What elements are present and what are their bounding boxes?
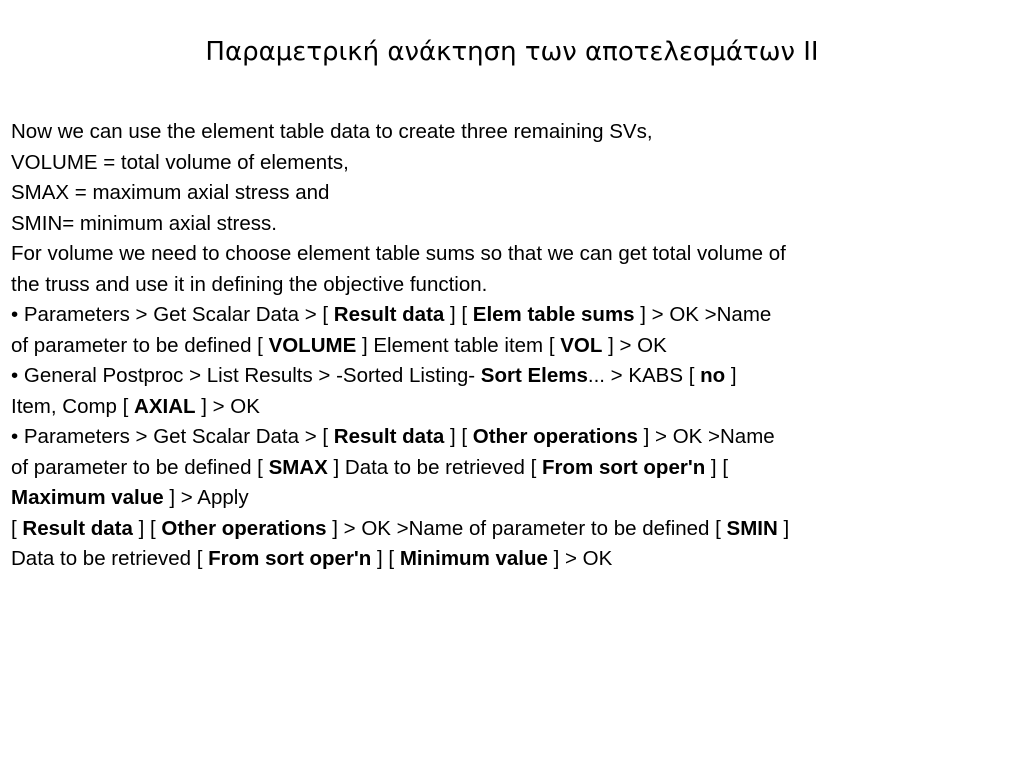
bold-term: Minimum value bbox=[399, 547, 548, 570]
text-segment: of parameter to be defined [ bbox=[11, 333, 269, 357]
text-segment: [ bbox=[11, 516, 23, 540]
body-line bbox=[11, 514, 1011, 545]
body-line bbox=[11, 148, 1011, 179]
bold-term: VOLUME bbox=[268, 333, 357, 357]
bold-term: SMIN bbox=[726, 516, 778, 540]
text-segment: • Parameters > Get Scalar Data > [ bbox=[11, 425, 334, 448]
bold-term: VOL bbox=[560, 333, 603, 357]
text-segment: of parameter to be defined [ bbox=[11, 455, 269, 479]
bold-term: AXIAL bbox=[134, 394, 196, 418]
body-line bbox=[11, 544, 1011, 575]
text-segment: VOLUME = total volume of elements, bbox=[11, 150, 349, 174]
bold-term: SMAX bbox=[268, 455, 328, 479]
bold-term: From sort oper'n bbox=[208, 547, 372, 570]
body-line bbox=[11, 453, 1011, 484]
body-line bbox=[11, 209, 1011, 240]
body-line bbox=[11, 239, 1011, 270]
bold-term: Result data bbox=[22, 516, 133, 540]
slide-body bbox=[11, 117, 1011, 575]
text-segment: ] [ bbox=[371, 547, 400, 570]
body-line bbox=[11, 361, 1011, 392]
bold-term: Other operations bbox=[472, 425, 638, 448]
text-segment: ] Data to be retrieved [ bbox=[327, 455, 543, 479]
text-segment: For volume we need to choose element table sums so that we can get total volume of bbox=[11, 242, 786, 265]
text-segment: ] [ bbox=[705, 455, 729, 479]
body-line bbox=[11, 422, 1011, 453]
text-segment: SMAX = maximum axial stress and bbox=[11, 181, 330, 204]
slide-title: Παραμετρική ανάκτηση των αποτελεσμάτων ΙΙ bbox=[205, 37, 819, 67]
text-segment: ... > KABS [ bbox=[587, 364, 701, 387]
body-line bbox=[11, 331, 1011, 362]
text-segment: ] > OK bbox=[195, 394, 260, 418]
bold-term: Result data bbox=[333, 303, 445, 326]
body-line bbox=[11, 178, 1011, 209]
bold-term: Elem table sums bbox=[472, 303, 635, 326]
text-segment: Now we can use the element table data to create three remaining SVs, bbox=[11, 120, 653, 143]
text-segment: ] > OK >Name bbox=[637, 425, 775, 448]
text-segment: ] Element table item [ bbox=[356, 333, 561, 357]
text-segment: ] [ bbox=[444, 303, 473, 326]
text-segment: ] > Apply bbox=[163, 486, 249, 509]
body-line bbox=[11, 300, 1011, 331]
bold-term: Other operations bbox=[161, 516, 327, 540]
text-segment: ] bbox=[725, 364, 737, 387]
text-segment: Data to be retrieved [ bbox=[11, 547, 209, 570]
body-line bbox=[11, 483, 1011, 514]
text-segment: ] > OK >Name bbox=[634, 303, 772, 326]
bold-term: Result data bbox=[333, 425, 445, 448]
bold-term: no bbox=[700, 364, 726, 387]
text-segment: ] [ bbox=[444, 425, 473, 448]
bold-term: Maximum value bbox=[11, 486, 164, 509]
body-line bbox=[11, 270, 1011, 301]
text-segment: the truss and use it in defining the objective function. bbox=[11, 272, 488, 296]
text-segment: ] > OK bbox=[602, 333, 667, 357]
body-line bbox=[11, 392, 1011, 423]
text-segment: SMIN= minimum axial stress. bbox=[11, 211, 277, 235]
text-segment: ] > OK bbox=[547, 547, 613, 570]
bold-term: Sort Elems bbox=[480, 364, 588, 387]
text-segment: ] [ bbox=[132, 516, 162, 540]
body-line bbox=[11, 117, 1011, 148]
text-segment: Item, Comp [ bbox=[11, 394, 135, 418]
text-segment: • Parameters > Get Scalar Data > [ bbox=[11, 303, 334, 326]
text-segment: ] > OK >Name of parameter to be defined [ bbox=[326, 516, 727, 540]
text-segment: • General Postproc > List Results > -Sorted Listing- bbox=[11, 364, 481, 387]
text-segment: ] bbox=[777, 516, 790, 540]
bold-term: From sort oper'n bbox=[542, 455, 706, 479]
